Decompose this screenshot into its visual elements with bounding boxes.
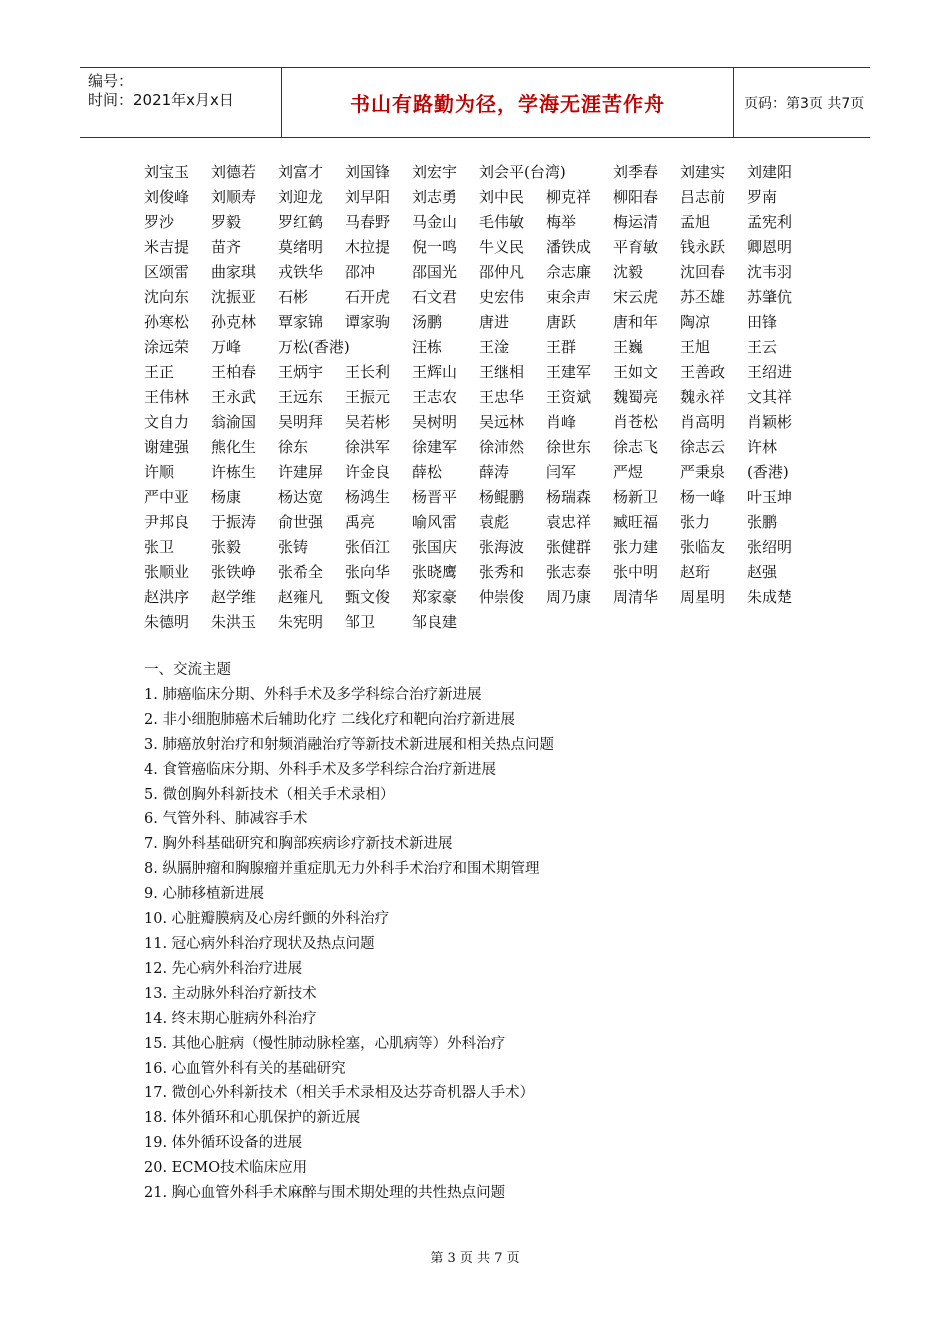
name-item: 严中亚 (144, 488, 190, 506)
name-item: 肖高明 (680, 413, 726, 431)
name-item: 仲崇俊 (479, 588, 525, 606)
name-item: 史宏伟 (479, 288, 525, 306)
name-item: 张秀和 (479, 563, 525, 581)
name-item: 王远东 (278, 388, 324, 406)
name-item: (香港) (747, 463, 789, 481)
name-item: 赵强 (747, 563, 778, 581)
page-header (80, 67, 870, 138)
name-item: 甄文俊 (345, 588, 391, 606)
name-item: 唐和年 (613, 313, 659, 331)
name-item: 唐进 (479, 313, 510, 331)
name-item: 张国庆 (412, 538, 458, 556)
name-item: 杨达宽 (278, 488, 324, 506)
name-item: 平育敏 (613, 238, 659, 256)
name-item: 刘迎龙 (278, 188, 324, 206)
topic-item: 6. 气管外科、肺减容手术 (144, 811, 308, 828)
name-item: 张力建 (613, 538, 659, 556)
name-item: 万松(香港) (278, 338, 350, 356)
name-item: 徐建军 (412, 438, 458, 456)
name-item: 尹邦良 (144, 513, 190, 531)
topic-item: 19. 体外循环设备的进展 (144, 1135, 303, 1152)
name-item: 朱成楚 (747, 588, 793, 606)
name-item: 杨康 (211, 488, 242, 506)
name-item: 俞世强 (278, 513, 324, 531)
name-item: 刘宏宇 (412, 163, 458, 181)
name-item: 涂远荣 (144, 338, 190, 356)
name-item: 薛涛 (479, 463, 510, 481)
name-item: 吴明拜 (278, 413, 324, 431)
name-item: 薛松 (412, 463, 443, 481)
name-item: 邹良建 (412, 613, 458, 631)
name-item: 刘顺寿 (211, 188, 257, 206)
name-item: 刘会平(台湾) (479, 163, 566, 181)
name-item: 袁彪 (479, 513, 510, 531)
name-item: 刘建实 (680, 163, 726, 181)
name-item: 周清华 (613, 588, 659, 606)
name-item: 罗毅 (211, 213, 242, 231)
name-item: 叶玉坤 (747, 488, 793, 506)
name-item: 石彬 (278, 288, 309, 306)
name-item: 徐东 (278, 438, 309, 456)
name-item: 文其祥 (747, 388, 793, 406)
name-item: 张希全 (278, 563, 324, 581)
name-item: 刘志勇 (412, 188, 458, 206)
topic-item: 14. 终末期心脏病外科治疗 (144, 1010, 317, 1027)
name-item: 王善政 (680, 363, 726, 381)
name-item: 张临友 (680, 538, 726, 556)
name-item: 张铸 (278, 538, 309, 556)
name-item: 柳阳春 (613, 188, 659, 206)
name-item: 孙克林 (211, 313, 257, 331)
name-item: 区颂雷 (144, 263, 190, 281)
topic-item: 10. 心脏瓣膜病及心房纤颤的外科治疗 (144, 911, 390, 928)
name-list (144, 160, 824, 635)
name-item: 杨鸿生 (345, 488, 391, 506)
name-item: 卿恩明 (747, 238, 793, 256)
topic-item: 2. 非小细胞肺癌术后辅助化疗 二线化疗和靶向治疗新进展 (144, 711, 516, 728)
name-item: 唐跃 (546, 313, 577, 331)
name-item: 杨晋平 (412, 488, 458, 506)
name-item: 柳克祥 (546, 188, 592, 206)
topic-item: 4. 食管癌临床分期、外科手术及多学科综合治疗新进展 (144, 761, 496, 778)
name-item: 王云 (747, 338, 778, 356)
name-item: 苏肇伉 (747, 288, 793, 306)
name-item: 苗齐 (211, 238, 242, 256)
name-item: 佘志廉 (546, 263, 592, 281)
name-item: 钱永跃 (680, 238, 726, 256)
name-item: 王资斌 (546, 388, 592, 406)
name-item: 沈振亚 (211, 288, 257, 306)
topic-item: 17. 微创心外科新技术（相关手术录相及达芬奇机器人手术） (144, 1085, 535, 1102)
name-item: 马金山 (412, 213, 458, 231)
name-item: 赵雍凡 (278, 588, 324, 606)
name-item (345, 335, 412, 360)
name-item: 米吉提 (144, 238, 190, 256)
name-item: 孟宪利 (747, 213, 793, 231)
name-item: 孟旭 (680, 213, 711, 231)
name-item: 王建军 (546, 363, 592, 381)
time-label: 时间：2021年x月x日 (88, 91, 234, 109)
name-item: 王淦 (479, 338, 510, 356)
name-item (546, 160, 613, 185)
name-item: 刘国锋 (345, 163, 391, 181)
header-motto: 书山有路勤为径，学海无涯苦作舟 (282, 68, 734, 137)
name-item: 王如文 (613, 363, 659, 381)
name-item: 闫军 (546, 463, 577, 481)
name-item: 邵仲凡 (479, 263, 525, 281)
name-item: 王志农 (412, 388, 458, 406)
name-item: 张向华 (345, 563, 391, 581)
name-item: 肖颖彬 (747, 413, 793, 431)
name-item: 于振涛 (211, 513, 257, 531)
name-item: 杨瑞森 (546, 488, 592, 506)
name-item: 潘铁成 (546, 238, 592, 256)
name-item: 罗红鹤 (278, 213, 324, 231)
topic-item: 8. 纵膈肿瘤和胸腺瘤并重症肌无力外科手术治疗和围术期管理 (144, 861, 540, 878)
name-item: 张力 (680, 513, 711, 531)
name-item: 赵洪序 (144, 588, 190, 606)
name-item: 邹卫 (345, 613, 376, 631)
name-item: 魏永祥 (680, 388, 726, 406)
name-item: 熊化生 (211, 438, 257, 456)
name-item: 王长利 (345, 363, 391, 381)
name-item: 王振元 (345, 388, 391, 406)
name-item: 刘俊峰 (144, 188, 190, 206)
name-item: 沈韦羽 (747, 263, 793, 281)
name-item: 牛义民 (479, 238, 525, 256)
name-item: 魏蜀亮 (613, 388, 659, 406)
topic-item: 13. 主动脉外科治疗新技术 (144, 985, 317, 1002)
name-item: 严秉泉 (680, 463, 726, 481)
name-item: 张海波 (479, 538, 525, 556)
name-item: 许栋生 (211, 463, 257, 481)
name-item: 王忠华 (479, 388, 525, 406)
name-item: 毛伟敏 (479, 213, 525, 231)
name-item: 梅举 (546, 213, 577, 231)
name-item: 王柏春 (211, 363, 257, 381)
name-item: 王旭 (680, 338, 711, 356)
name-item: 刘中民 (479, 188, 525, 206)
topic-item: 3. 肺癌放射治疗和射频消融治疗等新技术新进展和相关热点问题 (144, 736, 554, 753)
name-item: 张健群 (546, 538, 592, 556)
topic-item: 12. 先心病外科治疗进展 (144, 960, 303, 977)
name-item: 束余声 (546, 288, 592, 306)
name-item: 王伟林 (144, 388, 190, 406)
name-item: 石开虎 (345, 288, 391, 306)
name-item: 陶凉 (680, 313, 711, 331)
topic-item: 18. 体外循环和心肌保护的新近展 (144, 1110, 361, 1127)
name-item: 赵学维 (211, 588, 257, 606)
name-item: 莫绪明 (278, 238, 324, 256)
topic-item: 7. 胸外科基础研究和胸部疾病诊疗新技术新进展 (144, 836, 453, 853)
topic-item: 15. 其他心脏病（慢性肺动脉栓塞，心肌病等）外科治疗 (144, 1035, 506, 1052)
header-page-label: 页码：第3页 共7页 (744, 95, 865, 112)
name-item: 刘建阳 (747, 163, 793, 181)
name-item: 孙寒松 (144, 313, 190, 331)
name-item: 喻风雷 (412, 513, 458, 531)
topic-item: 9. 心肺移植新进展 (144, 886, 264, 903)
name-item: 张鹏 (747, 513, 778, 531)
name-item: 刘宝玉 (144, 163, 190, 181)
page-footer (0, 1247, 950, 1266)
name-item: 刘富才 (278, 163, 324, 181)
name-item: 邵国光 (412, 263, 458, 281)
topic-item: 11. 冠心病外科治疗现状及热点问题 (144, 935, 375, 952)
name-item: 马春野 (345, 213, 391, 231)
name-item: 罗沙 (144, 213, 175, 231)
name-item: 赵珩 (680, 563, 711, 581)
footer-page-number: 第 3 页 共 7 页 (430, 1251, 520, 1266)
name-item: 王永武 (211, 388, 257, 406)
name-item: 王继相 (479, 363, 525, 381)
name-item: 罗南 (747, 188, 778, 206)
name-item: 王绍进 (747, 363, 793, 381)
name-item: 谢建强 (144, 438, 190, 456)
name-item: 戎铁华 (278, 263, 324, 281)
name-item: 吴远林 (479, 413, 525, 431)
name-item: 张中明 (613, 563, 659, 581)
name-item: 杨鲲鹏 (479, 488, 525, 506)
name-item: 王辉山 (412, 363, 458, 381)
name-item: 邵冲 (345, 263, 376, 281)
topic-item: 16. 心血管外科有关的基础研究 (144, 1060, 346, 1077)
name-item: 周星明 (680, 588, 726, 606)
name-item: 刘德若 (211, 163, 257, 181)
name-item: 王巍 (613, 338, 644, 356)
name-item: 禹亮 (345, 513, 376, 531)
name-item: 田锋 (747, 313, 778, 331)
name-item: 张毅 (211, 538, 242, 556)
name-item: 严煜 (613, 463, 644, 481)
name-item: 徐志云 (680, 438, 726, 456)
name-item: 徐世东 (546, 438, 592, 456)
name-item: 许建屏 (278, 463, 324, 481)
name-item: 徐沛然 (479, 438, 525, 456)
name-item: 王正 (144, 363, 175, 381)
name-item: 汪栋 (412, 338, 443, 356)
name-item: 谭家驹 (345, 313, 391, 331)
name-item: 沈向东 (144, 288, 190, 306)
name-item: 吴若彬 (345, 413, 391, 431)
name-item: 杨一峰 (680, 488, 726, 506)
topic-item: 1. 肺癌临床分期、外科手术及多学科综合治疗新进展 (144, 686, 482, 703)
name-item: 张顺业 (144, 563, 190, 581)
name-item: 沈回春 (680, 263, 726, 281)
name-item: 沈毅 (613, 263, 644, 281)
name-item: 张卫 (144, 538, 175, 556)
topic-item: 5. 微创胸外科新技术（相关手术录相） (144, 786, 395, 803)
name-item: 张志泰 (546, 563, 592, 581)
name-item: 文自力 (144, 413, 190, 431)
name-item: 许林 (747, 438, 778, 456)
name-item: 倪一鸣 (412, 238, 458, 256)
name-item: 吴树明 (412, 413, 458, 431)
header-info-cell (80, 68, 282, 137)
name-item: 杨新卫 (613, 488, 659, 506)
name-item: 张晓鹰 (412, 563, 458, 581)
name-item: 石文君 (412, 288, 458, 306)
name-item: 覃家锦 (278, 313, 324, 331)
name-item: 周乃康 (546, 588, 592, 606)
name-item: 肖苍松 (613, 413, 659, 431)
name-item: 翁渝国 (211, 413, 257, 431)
name-item: 徐洪军 (345, 438, 391, 456)
name-item: 曲家琪 (211, 263, 257, 281)
name-item: 刘季春 (613, 163, 659, 181)
name-item: 吕志前 (680, 188, 726, 206)
name-item: 王群 (546, 338, 577, 356)
name-item: 肖峰 (546, 413, 577, 431)
topic-list (144, 658, 844, 1206)
section-heading: 一、交流主题 (144, 662, 231, 678)
name-item: 袁忠祥 (546, 513, 592, 531)
topic-item: 21. 胸心血管外科手术麻醉与围术期处理的共性热点问题 (144, 1185, 506, 1202)
name-item: 王炳宇 (278, 363, 324, 381)
name-item: 徐志飞 (613, 438, 659, 456)
name-item: 汤鹏 (412, 313, 443, 331)
name-item: 臧旺福 (613, 513, 659, 531)
name-item: 郑家豪 (412, 588, 458, 606)
name-item: 朱德明 (144, 613, 190, 631)
name-item: 张绍明 (747, 538, 793, 556)
name-item: 梅运清 (613, 213, 659, 231)
name-item: 宋云虎 (613, 288, 659, 306)
number-label: 编号： (88, 72, 134, 90)
name-item: 朱洪玉 (211, 613, 257, 631)
name-item: 木拉提 (345, 238, 391, 256)
name-item: 许顺 (144, 463, 175, 481)
name-item: 张佰江 (345, 538, 391, 556)
topic-item: 20. ECMO技术临床应用 (144, 1160, 308, 1177)
name-item: 万峰 (211, 338, 242, 356)
name-item: 苏丕雄 (680, 288, 726, 306)
name-item: 刘早阳 (345, 188, 391, 206)
name-item: 朱宪明 (278, 613, 324, 631)
name-item: 许金良 (345, 463, 391, 481)
name-item: 张铁峥 (211, 563, 257, 581)
